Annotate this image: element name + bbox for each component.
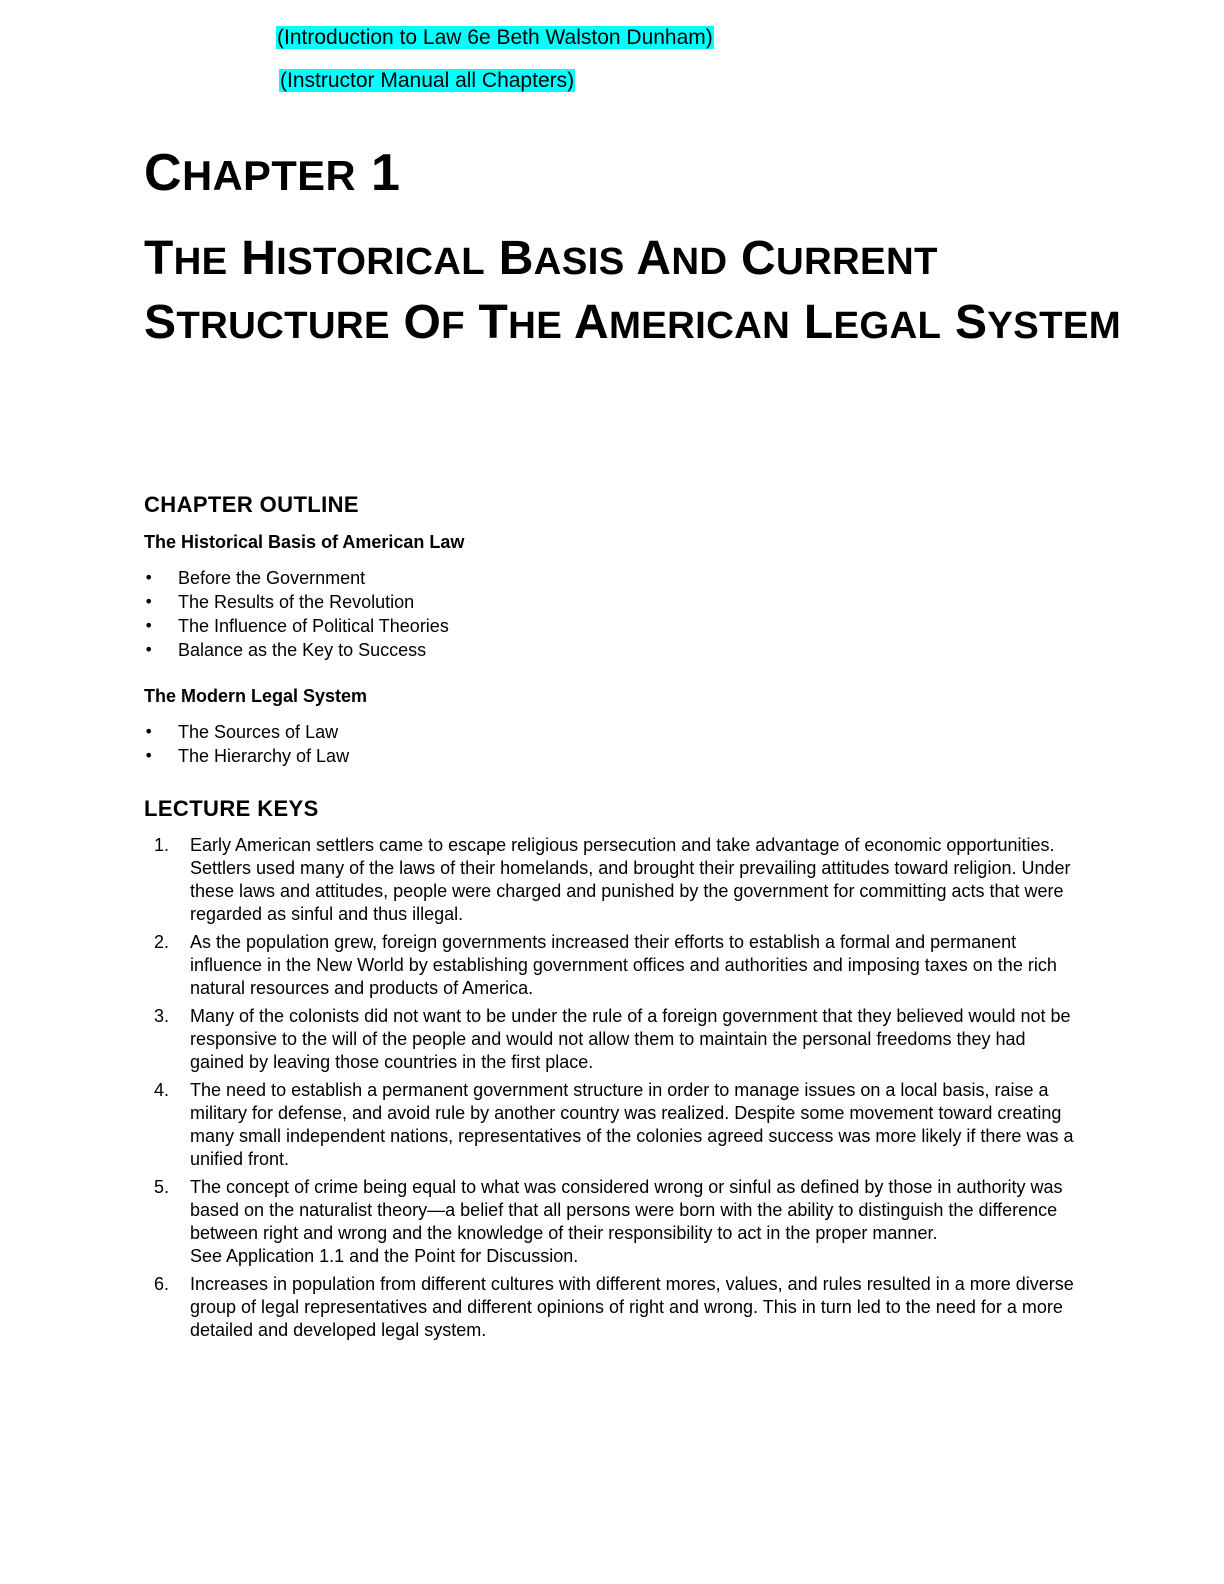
bullet-item: • The Results of the Revolution xyxy=(144,590,449,614)
item-number: 5. xyxy=(154,1177,170,1197)
lecture-key-item xyxy=(144,931,1084,1000)
outline-section-heading: The Modern Legal System xyxy=(144,686,368,706)
lecture-key-item xyxy=(144,1273,1084,1342)
bullet-item: • Before the Government xyxy=(144,566,449,590)
lecture-key-item xyxy=(144,834,1084,926)
outline-section-list xyxy=(144,566,449,662)
bullet-item: • The Influence of Political Theories xyxy=(144,614,449,638)
bullet-item: • The Sources of Law xyxy=(144,720,349,744)
item-number: 6. xyxy=(154,1274,170,1294)
lecture-key-item xyxy=(144,1176,1084,1268)
outline-section-list xyxy=(144,720,349,768)
item-number: 3. xyxy=(154,1006,170,1026)
outline-section-heading: The Historical Basis of American Law xyxy=(144,532,465,552)
item-number: 4. xyxy=(154,1080,170,1100)
highlighted-text: (Instructor Manual all Chapters) xyxy=(280,69,575,92)
item-text: Many of the colonists did not want to be under the rule of a foreign government that they believed would not be responsive to the will of the people and would not allow them to maintain the personal freedoms they had gained by leaving those countries in the first place. xyxy=(190,1006,1071,1072)
item-text: As the population grew, foreign governments increased their efforts to establish a formal and permanent influence in the New World by establishing government offices and authorities and imposing taxes on the rich natural resources and products of America. xyxy=(190,932,1057,998)
header-highlight-line-2 xyxy=(279,68,575,93)
highlighted-text: (Introduction to Law 6e Beth Walston Dunham) xyxy=(277,26,713,49)
chapter-title: CHAPTER 1 xyxy=(144,144,401,202)
item-text: The need to establish a permanent government structure in order to manage issues on a local basis, raise a military for defense, and avoid rule by another country was realized. Despite some movement toward creating many small independent nations, representatives of the colonies agreed success was more likely if there was a unified front. xyxy=(190,1080,1074,1169)
item-number: 2. xyxy=(154,932,170,952)
item-number: 1. xyxy=(154,835,170,855)
bullet-item: • Balance as the Key to Success xyxy=(144,638,449,662)
bullet-item: • The Hierarchy of Law xyxy=(144,744,349,768)
item-note: See Application 1.1 and the Point for Discussion. xyxy=(190,1246,579,1266)
lecture-key-item xyxy=(144,1079,1084,1171)
item-text: Early American settlers came to escape religious persecution and take advantage of economic opportunities. Settlers used many of the laws of their homelands, and brought their prevailing attitudes toward religion. Under these laws and attitudes, people were charged and punished by the government for committing acts that were regarded as sinful and thus illegal. xyxy=(190,835,1071,924)
lecture-keys-heading: LECTURE KEYS xyxy=(144,796,319,821)
header-highlight-line-1 xyxy=(276,25,714,50)
chapter-subtitle: THE HISTORICAL BASIS AND CURRENT STRUCTURE OF THE AMERICAN LEGAL SYSTEM xyxy=(144,232,1122,349)
lecture-key-item xyxy=(144,1005,1084,1074)
chapter-outline-heading: CHAPTER OUTLINE xyxy=(144,492,359,517)
item-text: The concept of crime being equal to what was considered wrong or sinful as defined by those in authority was based on the naturalist theory—a belief that all persons were born with the ability to distinguish the difference between right and wrong and the knowledge of their responsibility to act in the proper manner. xyxy=(190,1177,1063,1243)
item-text: Increases in population from different cultures with different mores, values, and rules resulted in a more diverse group of legal representatives and different opinions of right and wrong. This in turn led to the need for a more detailed and developed legal system. xyxy=(190,1274,1074,1340)
lecture-keys-list xyxy=(144,834,1084,1347)
